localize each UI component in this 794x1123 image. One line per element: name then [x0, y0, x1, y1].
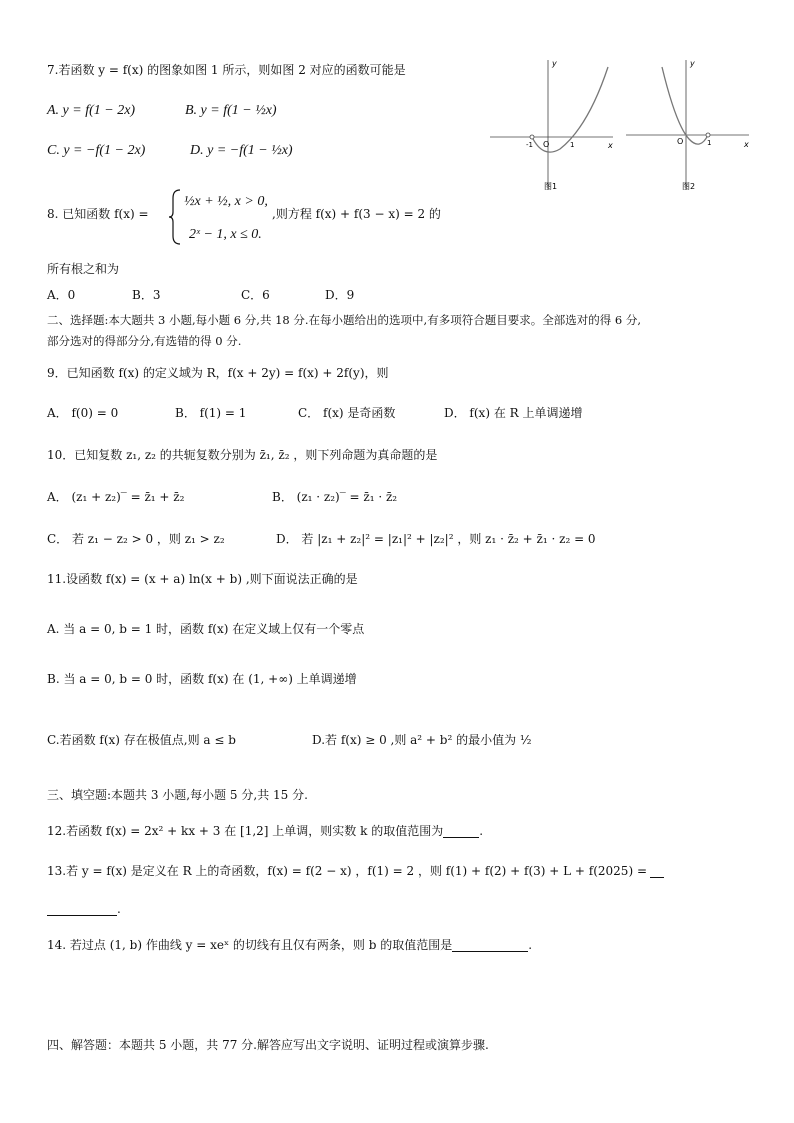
figure-1 — [488, 55, 618, 195]
q8-stem-pre: 8. 已知函数 f(x) = — [47, 207, 149, 221]
q12-end: . — [479, 824, 484, 838]
section-3-title: 三、填空题:本题共 3 小题,每小题 5 分,共 15 分. — [47, 788, 308, 802]
fig1-caption: 图1 — [544, 182, 558, 191]
q7-option-b: B. y = f(1 − ½x) — [185, 103, 277, 118]
q13-end: . — [117, 902, 121, 916]
q13-answer-blank-cont[interactable] — [47, 903, 117, 916]
section-4-title: 四、解答题：本题共 5 小题，共 77 分.解答应写出文字说明、证明过程或演算步骤. — [47, 1038, 489, 1052]
q7-stem: 7.若函数 y = f(x) 的图象如图 1 所示，则如图 2 对应的函数可能是 — [47, 63, 406, 77]
q11-stem: 11.设函数 f(x) = (x + a) ln(x + b) ,则下面说法正确的是 — [47, 572, 358, 586]
q9-stem: 9．已知函数 f(x) 的定义域为 R，f(x + 2y) = f(x) + 2f(y)，则 — [47, 366, 389, 380]
fig1-x-label: x — [608, 141, 613, 150]
fig2-curve — [662, 67, 708, 144]
q13-text: 13.若 y = f(x) 是定义在 R 上的奇函数，f(x) = f(2 − x) ，f(1) = 2 ，则 f(1) + f(2) + f(3) + L + f(2025) = — [47, 864, 647, 878]
q11-option-a: A. 当 a = 0, b = 1 时，函数 f(x) 在定义域上仅有一个零点 — [47, 622, 365, 636]
fig1-open-point — [530, 135, 534, 139]
section-2-title-cont: 部分选对的得部分分,有选错的得 0 分. — [47, 334, 242, 348]
q10-stem: 10．已知复数 z₁, z₂ 的共轭复数分别为 z̄₁, z̄₂ ，则下列命题为真命题的是 — [47, 448, 438, 462]
q13-stem — [47, 864, 664, 878]
q8-option-d: D．9 — [325, 288, 355, 302]
fig1-tick-neg1: -1 — [526, 141, 533, 149]
q9-option-a: A． f(0) = 0 — [47, 406, 119, 420]
fig1-y-label: y — [552, 59, 557, 68]
q10-option-b: B． (z₁ · z₂)‾ = z̄₁ · z̄₂ — [272, 490, 398, 504]
fig2-tick-1: 1 — [707, 139, 712, 147]
fig1-tick-1: 1 — [570, 141, 575, 149]
q7-option-c: C. y = −f(1 − 2x) — [47, 143, 146, 158]
section-2-title: 二、选择题:本大题共 3 小题,每小题 6 分,共 18 分.在每小题给出的选项中,有多项符合题目要求。全部选对的得 6 分, — [47, 313, 641, 327]
fig2-y-label: y — [690, 59, 695, 68]
q8-option-a: A．0 — [47, 288, 76, 302]
q7-option-a: A. y = f(1 − 2x) — [47, 103, 136, 118]
q12-text: 12.若函数 f(x) = 2x² + kx + 3 在 [1,2] 上单调，则实数 k 的取值范围为 — [47, 824, 444, 838]
q8-option-c: C．6 — [241, 288, 270, 302]
q14-text: 14. 若过点 (1, b) 作曲线 y = xeˣ 的切线有且仅有两条，则 b 的取值范围是 — [47, 938, 453, 952]
fig2-caption: 图2 — [682, 182, 696, 191]
fig2-origin: O — [677, 137, 684, 146]
q14-answer-blank[interactable] — [452, 939, 528, 952]
q13-answer-blank[interactable] — [650, 865, 664, 878]
figure-2 — [624, 55, 754, 195]
q8-continuation: 所有根之和为 — [47, 262, 120, 276]
q11-option-b: B. 当 a = 0, b = 0 时，函数 f(x) 在 (1, +∞) 上单调递增 — [47, 672, 357, 686]
q11-option-c: C.若函数 f(x) 存在极值点,则 a ≤ b — [47, 733, 236, 747]
q10-option-d: D． 若 |z₁ + z₂|² = |z₁|² + |z₂|² ，则 z₁ · z̄₂ + z̄₁ · z₂ = 0 — [276, 532, 596, 546]
fig2-open-point — [706, 133, 710, 137]
q9-option-d: D． f(x) 在 R 上单调递增 — [444, 406, 583, 420]
q8-case-1: ½x + ½, x > 0, — [184, 194, 268, 209]
q10-option-a: A． (z₁ + z₂)‾ = z̄₁ + z̄₂ — [47, 490, 185, 504]
q8-option-b: B．3 — [132, 288, 161, 302]
q13-blank-line — [47, 902, 121, 916]
q9-option-b: B． f(1) = 1 — [175, 406, 247, 420]
q11-option-d: D.若 f(x) ≥ 0 ,则 a² + b² 的最小值为 ½ — [312, 733, 532, 747]
q8-case-2: 2ˣ − 1, x ≤ 0. — [189, 227, 262, 242]
fig1-origin: O — [543, 140, 550, 149]
q9-option-c: C． f(x) 是奇函数 — [298, 406, 396, 420]
q7-option-d: D. y = −f(1 − ½x) — [190, 143, 293, 158]
q12-answer-blank[interactable] — [443, 825, 479, 838]
q12-stem — [47, 824, 483, 838]
q8-brace — [168, 188, 182, 246]
q14-stem — [47, 938, 532, 952]
q8-stem-post: ,则方程 f(x) + f(3 − x) = 2 的 — [272, 207, 441, 221]
q10-option-c: C． 若 z₁ − z₂ > 0 ，则 z₁ > z₂ — [47, 532, 225, 546]
fig2-x-label: x — [744, 140, 749, 149]
q14-end: . — [528, 938, 533, 952]
